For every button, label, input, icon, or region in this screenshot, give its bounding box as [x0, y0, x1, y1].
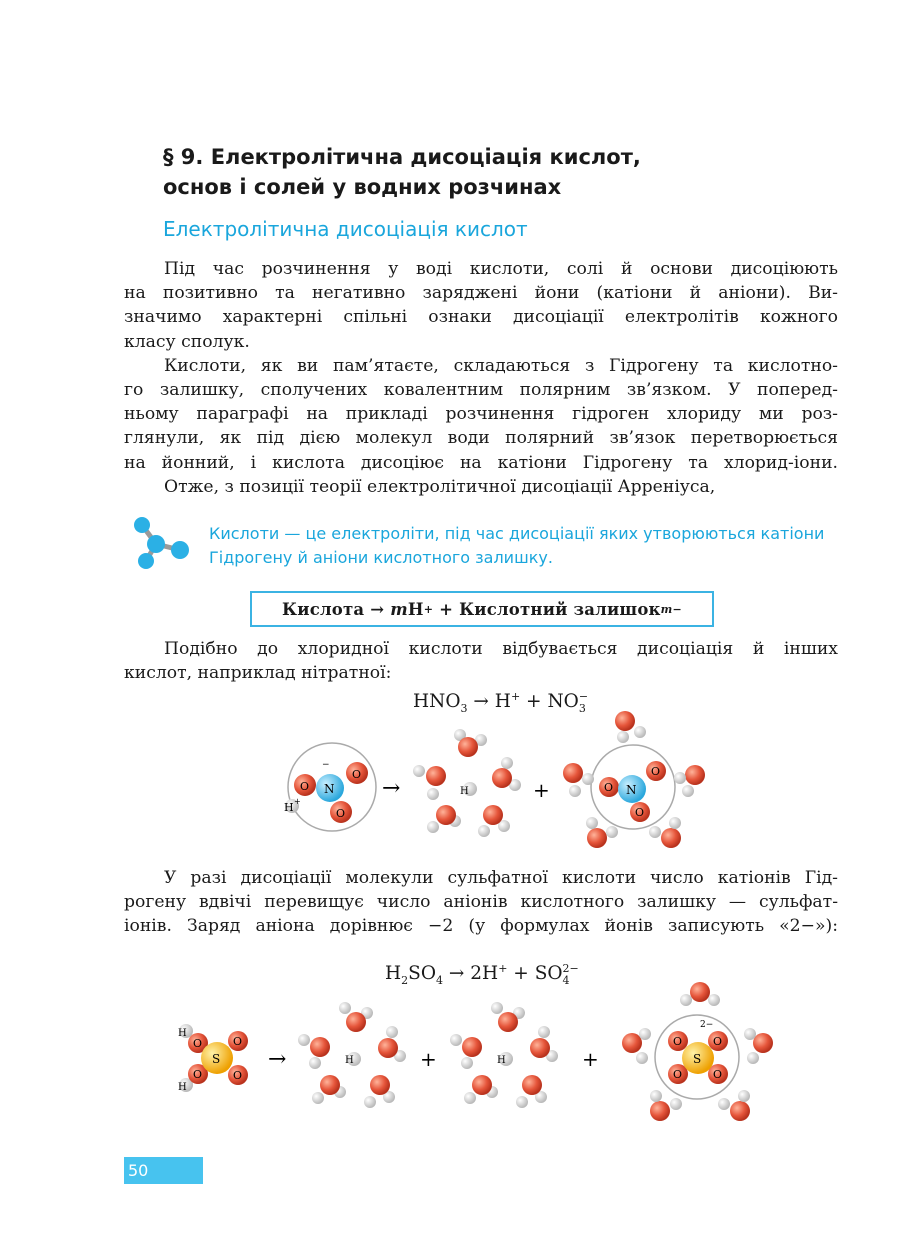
eq-h-charge: + [498, 962, 508, 975]
charge-label: − [322, 760, 330, 770]
atom-label: O [352, 768, 362, 781]
text-line: У разі дисоціації молекули сульфатної кислоти число катіонів Гід- [164, 868, 838, 888]
atom-label: N [324, 782, 335, 796]
eq-rhs-charge: 2− [562, 962, 579, 975]
formula-m: m [390, 599, 408, 619]
eq-lhs-sub: 4 [435, 973, 443, 987]
text-line: глянули, як під дією молекул води полярний зв’язок перетворюється [124, 428, 838, 449]
formula-residue-charge: m− [660, 602, 682, 616]
formula-acid: Кислота [282, 599, 365, 619]
eq-lhs-sub: 3 [460, 701, 468, 715]
text-line: значимо характерні спільні ознаки дисоціації електролітів кожного [124, 307, 838, 328]
molecule-icon [130, 515, 194, 573]
eq-arrow: → [448, 963, 465, 985]
atom-label: H [284, 801, 294, 814]
text-line: Під час розчинення у воді кислоти, солі й основи дисоціюють [164, 259, 838, 279]
eq-rhs: NO [547, 691, 579, 713]
section-title-line2: основ і солей у водних розчинах [163, 175, 562, 199]
text-line: рогену вдвічі перевищує число аніонів кислотного залишку — сульфат- [124, 892, 838, 913]
text-line: Кислоти, як ви пам’ятаєте, складаються з Гідрогену та кислотно- [164, 355, 838, 376]
eq-lhs-h-sub: 2 [401, 973, 409, 987]
text-line: кислот, наприклад нітратної: [124, 663, 392, 684]
formula-residue: Кислотний залишок [459, 599, 661, 619]
eq-lhs: SO [408, 963, 436, 985]
hydrated-nitrate-ion [563, 711, 705, 848]
sulfuric-molecule [178, 1024, 248, 1093]
text-line: класу сполук. [124, 331, 250, 352]
plus-sign: + [533, 778, 550, 802]
eq-rhs-sub: 4 [562, 973, 570, 987]
formula-plus: + [439, 599, 454, 619]
page-number: 50 [124, 1157, 203, 1184]
formula-h: H [407, 599, 424, 619]
section-title-line1: § 9. Електролітична дисоціація кислот, [163, 145, 641, 169]
atom-label: O [635, 806, 645, 819]
eq-h: H [494, 691, 511, 713]
text-line: на йонний, і кислота дисоціює на катіони Гідрогену та хлорид-іони. [124, 452, 838, 473]
charge-label: + [294, 797, 301, 806]
eq-plus: + [526, 691, 542, 713]
atom-label: H [345, 1055, 354, 1066]
plus-sign: + [420, 1047, 437, 1071]
section-title [163, 142, 763, 202]
atom-label: O [673, 1035, 683, 1048]
atom-label: O [651, 765, 661, 778]
hydrated-h-ion [298, 1002, 406, 1108]
atom-label: H [460, 786, 469, 797]
eq-rhs: SO [534, 963, 563, 985]
sulfuric-dissociation-diagram [170, 968, 790, 1133]
reaction-arrow: → [382, 776, 401, 801]
eq-h-charge: + [510, 690, 521, 703]
hydrated-sulfate-ion [622, 982, 773, 1121]
text-line: Подібно до хлоридної кислоти відбувається дисоціація й інших [164, 639, 838, 659]
text-line: на позитивно та негативно заряджені йони (катіони й аніони). Ви- [124, 283, 838, 304]
paragraph-intro [124, 257, 838, 499]
eq-lhs: HNO [413, 691, 461, 713]
eq-arrow: → [473, 691, 489, 713]
formula-arrow: → [370, 599, 385, 619]
text-line: ньому параграфі на прикладі розчинення гідроген хлориду ми роз- [124, 404, 838, 425]
atom-label: O [604, 781, 614, 794]
atom-label: H [178, 1082, 187, 1093]
atom-label: O [193, 1037, 203, 1050]
atom-label: S [212, 1052, 221, 1066]
atom-label: S [693, 1052, 702, 1066]
acid-definition [209, 522, 849, 570]
text-line: Отже, з позиції теорії електролітичної дисоціації Арреніуса, [164, 476, 716, 497]
eq-rhs-charge: − [578, 690, 589, 703]
text-line: го залишку, сполучених ковалентним полярним зв’язком. У поперед- [124, 380, 838, 401]
atom-label: O [673, 1068, 683, 1081]
general-dissociation-formula [250, 591, 714, 627]
atom-label: O [336, 807, 346, 820]
formula-h-charge: + [423, 602, 434, 616]
atom-label: O [713, 1035, 723, 1048]
reaction-arrow: → [268, 1047, 287, 1072]
atom-label: O [233, 1035, 243, 1048]
atom-label: O [713, 1068, 723, 1081]
nitric-dissociation-diagram [270, 705, 730, 865]
charge-label: 2− [700, 1020, 714, 1030]
atom-label: O [233, 1069, 243, 1082]
eq-rhs-sub: 3 [578, 701, 586, 715]
atom-label: H [178, 1028, 187, 1039]
atom-label: O [193, 1068, 203, 1081]
eq-coef: 2H [470, 963, 499, 985]
paragraph-nitric [124, 637, 838, 685]
atom-label: H [497, 1055, 506, 1066]
hydrated-h-ion [450, 1002, 558, 1108]
plus-sign: + [582, 1047, 599, 1071]
definition-line2: Гідрогену й аніони кислотного залишку. [209, 548, 553, 567]
subsection-title: Електролітична дисоціація кислот [163, 217, 528, 241]
paragraph-sulfuric [124, 866, 838, 939]
atom-label: O [300, 780, 310, 793]
eq-lhs-h: H [385, 963, 402, 985]
text-line: іонів. Заряд аніона дорівнює −2 (у формулах йонів записують «2−»): [124, 916, 838, 937]
hydrated-h-ion [413, 729, 521, 837]
definition-line1: Кислоти — це електроліти, під час дисоціації яких утворюються катіони [209, 524, 825, 543]
eq-plus: + [513, 963, 529, 985]
atom-label: N [626, 783, 637, 797]
